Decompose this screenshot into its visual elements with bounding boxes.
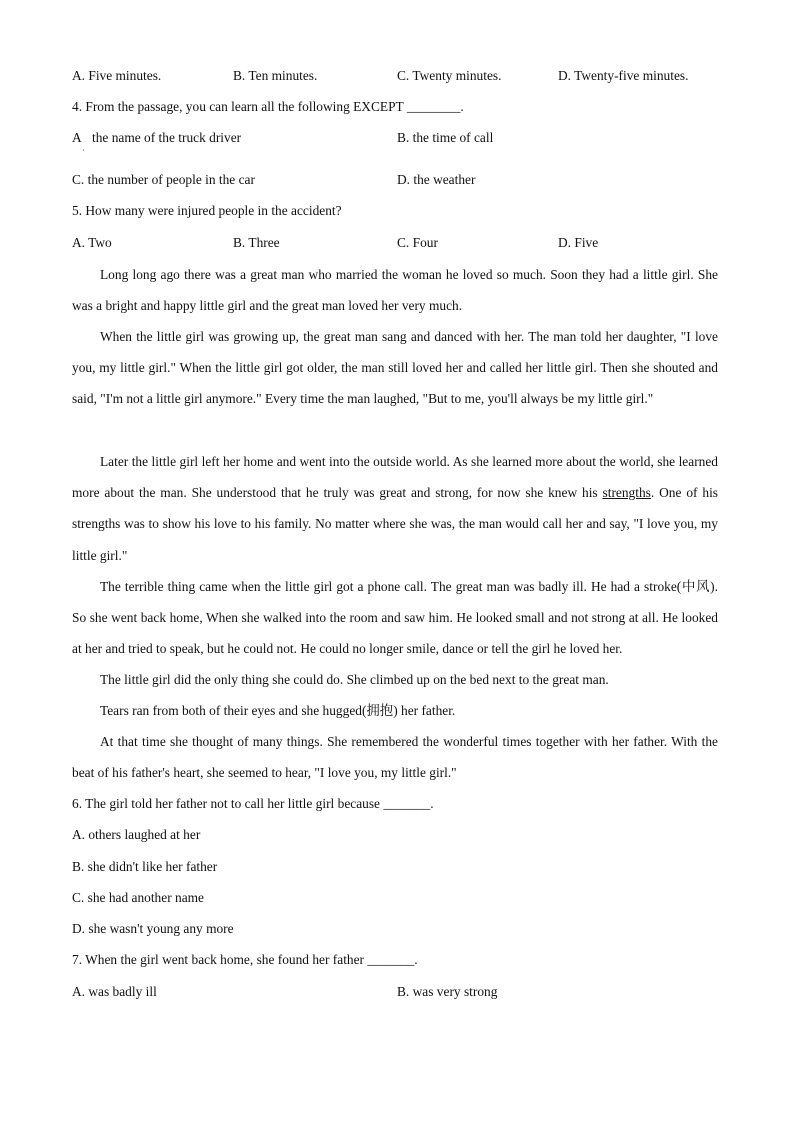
passage-paragraph-3-part-2: . One of his strengths was to show his love to his family. No matter where she was, the man would call her and say, "I love you, my little girl." [72, 485, 718, 563]
q6-option-d: D. she wasn't young any more [72, 921, 234, 936]
q5-stem: 5. How many were injured people in the accident? [72, 203, 342, 218]
q6-option-b: B. she didn't like her father [72, 859, 218, 874]
q6-option-a: A. others laughed at her [72, 827, 201, 842]
q5-option-c: C. Four [397, 235, 438, 250]
q6-option-c: C. she had another name [72, 890, 205, 905]
passage-paragraph-6: Tears ran from both of their eyes and she hugged(拥抱) her father. [100, 703, 456, 718]
q4-option-c: C. the number of people in the car [72, 172, 255, 187]
q7-option-a: A. was badly ill [72, 984, 157, 999]
underlined-word-strengths: strengths [602, 485, 651, 501]
q3-option-b: B. Ten minutes. [233, 68, 318, 83]
passage-paragraph-5: The little girl did the only thing she could do. She climbed up on the bed next to the great man. [100, 672, 609, 687]
q4-option-a-letter: A [72, 130, 82, 145]
passage-paragraph-3-part-1: Later the little girl left her home and went into the outside world. As she learned more about the world, she learned more about the man. She understood that he truly was great and strong, for now she knew his [72, 454, 718, 501]
q3-option-d: D. Twenty-five minutes. [558, 68, 689, 83]
q4-option-a: the name of the truck driver [92, 130, 242, 145]
q4-option-a-dot: · [82, 146, 85, 155]
q3-option-c: C. Twenty minutes. [397, 68, 502, 83]
q5-option-a: A. Two [72, 235, 112, 250]
q7-stem: 7. When the girl went back home, she found her father _______. [72, 952, 418, 967]
q6-stem: 6. The girl told her father not to call her little girl because _______. [72, 796, 434, 811]
passage-paragraph-3 [72, 446, 718, 571]
q4-option-b: B. the time of call [397, 130, 494, 145]
q5-option-d: D. Five [558, 235, 599, 250]
q4-stem: 4. From the passage, you can learn all the following EXCEPT ________. [72, 99, 464, 114]
passage-paragraph-1: Long long ago there was a great man who married the woman he loved so much. Soon they had a little girl. She was a bright and happy little girl and the great man loved her very much. [72, 267, 718, 314]
passage-paragraph-4: The terrible thing came when the little girl got a phone call. The great man was badly ill. He had a stroke(中风). So she went back home, When she walked into the room and saw him. He looked small and not strong at all. He looked at her and tried to speak, but he could not. He could no longer smile, dance or tell the girl he loved her. [72, 579, 718, 657]
q3-option-a: A. Five minutes. [72, 68, 162, 83]
q4-option-d: D. the weather [397, 172, 476, 187]
q5-option-b: B. Three [233, 235, 280, 250]
passage-paragraph-2: When the little girl was growing up, the great man sang and danced with her. The man told her daughter, "I love you, my little girl." When the little girl got older, the man still loved her and called her little girl. Then she shouted and said, "I'm not a little girl anymore." Every time the man laughed, "But to me, you'll always be my little girl." [72, 329, 718, 407]
q7-option-b: B. was very strong [397, 984, 498, 999]
passage-paragraph-7: At that time she thought of many things. She remembered the wonderful times together with her father. With the beat of his father's heart, she seemed to hear, "I love you, my little girl." [72, 734, 718, 781]
